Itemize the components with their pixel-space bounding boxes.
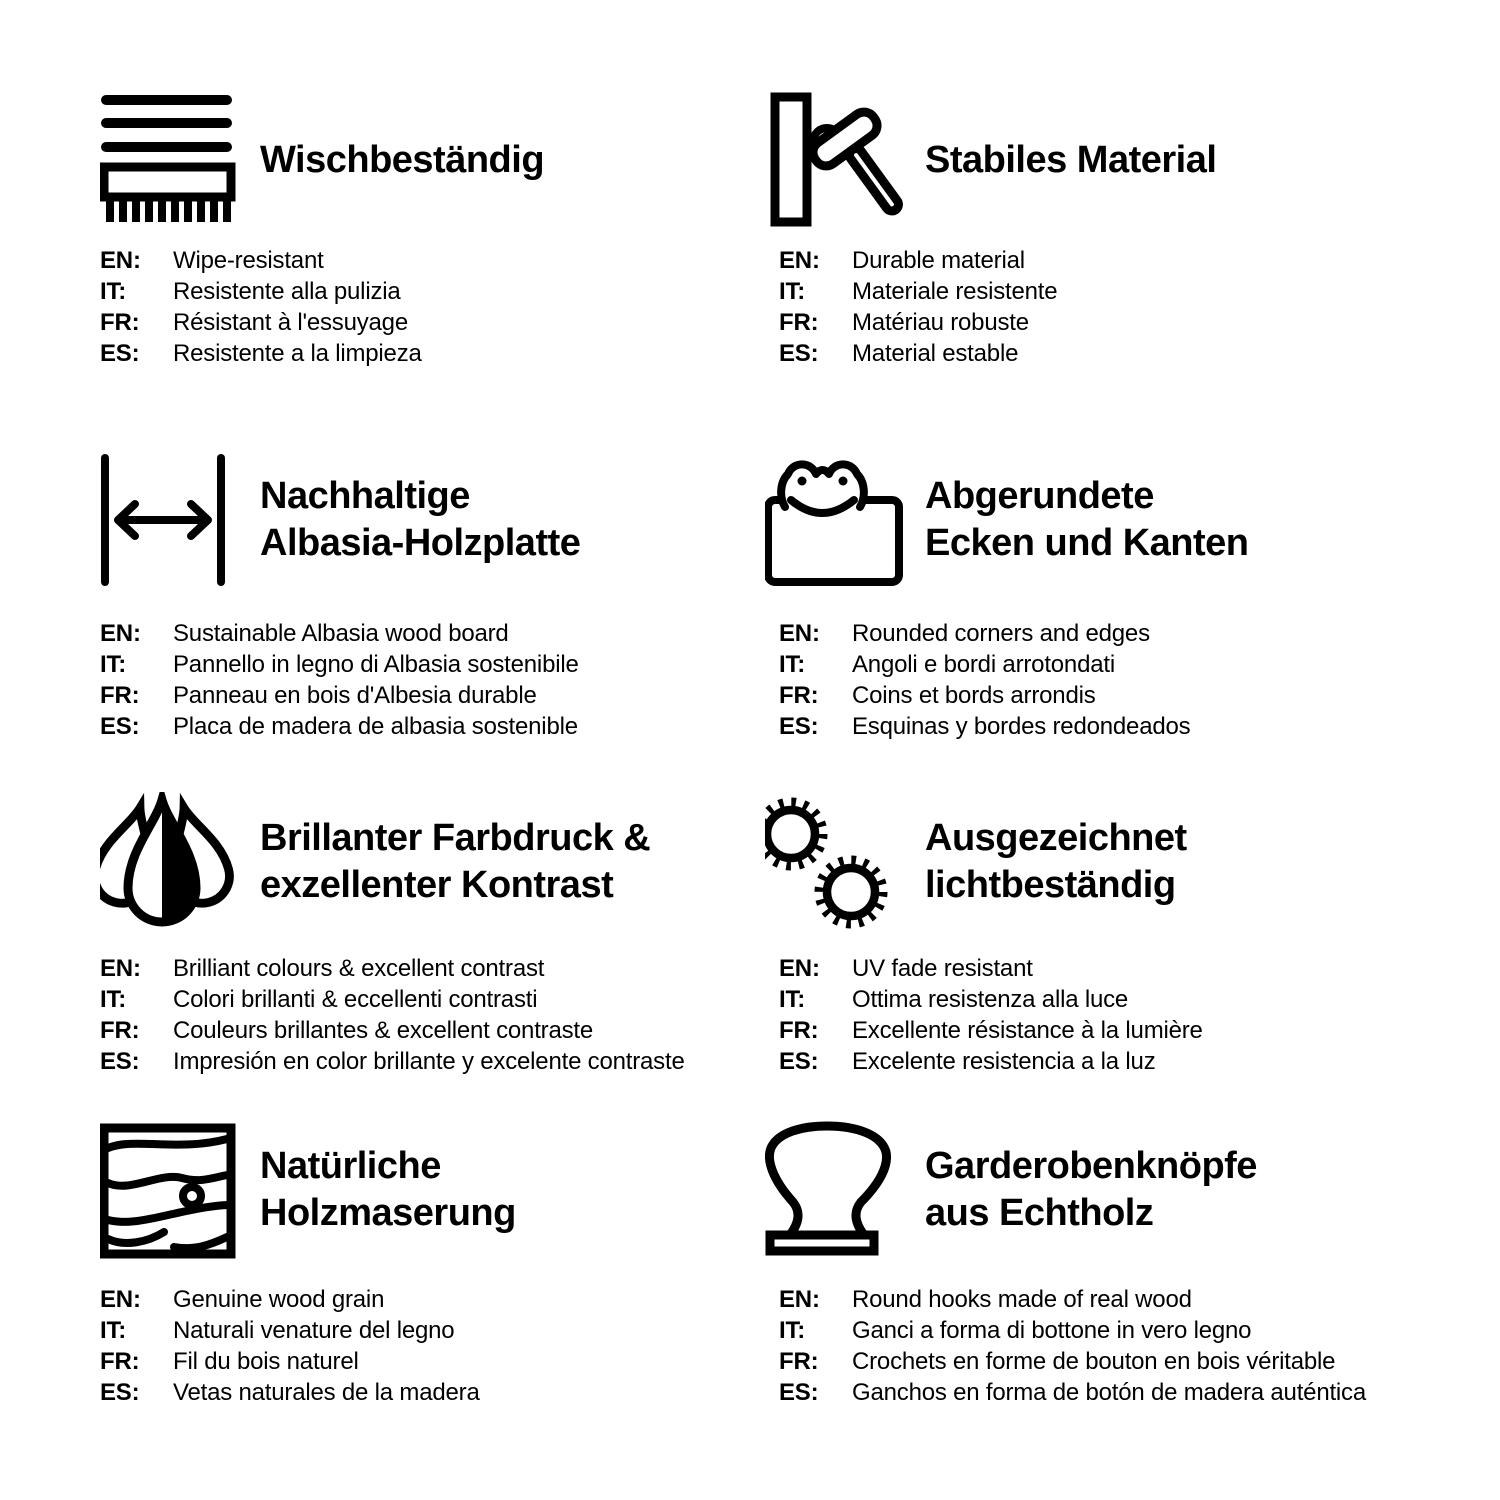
translation-text: Material estable xyxy=(852,340,1019,367)
translation-text: Fil du bois naturel xyxy=(173,1348,359,1375)
title-line: Ausgezeichnet xyxy=(925,817,1187,859)
translation-row xyxy=(779,1015,1445,1046)
translation-row xyxy=(779,649,1445,680)
translation-list xyxy=(765,618,1445,742)
translation-text: Ganci a forma di bottone in vero legno xyxy=(852,1317,1252,1344)
feature-block-brilliant-print xyxy=(100,792,780,1077)
title-line: Garderobenknöpfe xyxy=(925,1145,1257,1187)
translation-list xyxy=(765,953,1445,1077)
translation-text: Matériau robuste xyxy=(852,309,1029,336)
translation-row xyxy=(100,618,780,649)
lang-label: FR: xyxy=(779,1348,819,1375)
lang-label: IT: xyxy=(100,651,127,678)
title-line: Ecken und Kanten xyxy=(925,522,1249,564)
feature-title xyxy=(925,473,1249,567)
translation-text: Pannello in legno di Albasia sostenibile xyxy=(173,651,579,678)
feature-block-durable-material xyxy=(765,90,1445,369)
translation-text: Esquinas y bordes redondeados xyxy=(852,713,1191,740)
translation-text: Sustainable Albasia wood board xyxy=(173,620,509,647)
translation-text: Round hooks made of real wood xyxy=(852,1286,1192,1313)
lang-label: IT: xyxy=(779,1317,806,1344)
feature-block-light-resistant xyxy=(765,792,1445,1077)
translation-text: Ottima resistenza alla luce xyxy=(852,986,1129,1013)
feature-title xyxy=(925,815,1187,909)
translation-list xyxy=(765,245,1445,369)
title-line: aus Echtholz xyxy=(925,1192,1154,1234)
feature-block-wood-grain xyxy=(100,1120,780,1408)
feature-block-wooden-knobs xyxy=(765,1120,1445,1408)
title-line: Natürliche xyxy=(260,1145,441,1187)
translation-row xyxy=(100,1284,780,1315)
translation-row xyxy=(779,953,1445,984)
translation-list xyxy=(100,953,780,1077)
lang-label: IT: xyxy=(100,278,127,305)
feature-block-rounded-corners xyxy=(765,450,1445,742)
lang-label: FR: xyxy=(779,682,819,709)
lang-label: EN: xyxy=(100,620,141,647)
translation-row xyxy=(100,1346,780,1377)
translation-row xyxy=(100,1377,780,1408)
translation-list xyxy=(100,245,780,369)
translation-row xyxy=(779,276,1445,307)
lang-label: IT: xyxy=(779,986,806,1013)
lang-label: EN: xyxy=(779,955,820,982)
lang-label: EN: xyxy=(100,1286,141,1313)
translation-text: Crochets en forme de bouton en bois véritable xyxy=(852,1348,1336,1375)
translation-text: Excelente resistencia a la luz xyxy=(852,1048,1156,1075)
hammer-board-icon xyxy=(765,90,905,230)
translation-row xyxy=(779,338,1445,369)
translation-row xyxy=(779,1346,1445,1377)
title-line: Holzmaserung xyxy=(260,1192,516,1234)
translation-row xyxy=(100,711,780,742)
translation-row xyxy=(779,307,1445,338)
translation-text: Excellente résistance à la lumière xyxy=(852,1017,1203,1044)
translation-text: Materiale resistente xyxy=(852,278,1058,305)
translation-row xyxy=(779,1046,1445,1077)
lang-label: ES: xyxy=(779,1048,819,1075)
double-sun-icon xyxy=(765,792,905,932)
lang-label: ES: xyxy=(779,713,819,740)
translation-row xyxy=(100,1015,780,1046)
translation-row xyxy=(100,984,780,1015)
translation-row xyxy=(779,984,1445,1015)
ink-drops-icon xyxy=(100,792,240,932)
translation-list xyxy=(100,618,780,742)
lang-label: EN: xyxy=(779,1286,820,1313)
lang-label: ES: xyxy=(100,1048,140,1075)
translation-row xyxy=(779,680,1445,711)
translation-text: UV fade resistant xyxy=(852,955,1033,982)
wood-grain-icon xyxy=(100,1120,240,1260)
lang-label: ES: xyxy=(779,340,819,367)
lang-label: FR: xyxy=(100,682,140,709)
wooden-knob-icon xyxy=(765,1120,905,1260)
translation-text: Impresión en color brillante y excelente contraste xyxy=(173,1048,685,1075)
translation-row xyxy=(100,1315,780,1346)
title-line: Wischbeständig xyxy=(260,138,545,181)
translation-row xyxy=(779,1315,1445,1346)
translation-row xyxy=(779,1377,1445,1408)
title-line: exzellenter Kontrast xyxy=(260,864,614,906)
scrub-brush-icon xyxy=(100,90,240,230)
width-arrow-icon xyxy=(100,450,240,590)
lang-label: EN: xyxy=(779,620,820,647)
lang-label: FR: xyxy=(100,309,140,336)
translation-text: Wipe-resistant xyxy=(173,247,324,274)
translation-text: Placa de madera de albasia sostenible xyxy=(173,713,578,740)
title-line: Nachhaltige xyxy=(260,475,470,517)
title-line: Albasia-Holzplatte xyxy=(260,522,581,564)
lang-label: ES: xyxy=(100,340,140,367)
translation-text: Resistente alla pulizia xyxy=(173,278,401,305)
feature-title xyxy=(260,473,580,567)
lang-label: EN: xyxy=(100,955,141,982)
translation-text: Genuine wood grain xyxy=(173,1286,385,1313)
lang-label: IT: xyxy=(779,651,806,678)
title-line: Abgerundete xyxy=(925,475,1154,517)
lang-label: FR: xyxy=(100,1017,140,1044)
translation-row xyxy=(779,618,1445,649)
lang-label: IT: xyxy=(100,1317,127,1344)
translation-list xyxy=(765,1284,1445,1408)
lang-label: EN: xyxy=(779,247,820,274)
translation-row xyxy=(100,1046,780,1077)
lang-label: IT: xyxy=(779,278,806,305)
lang-label: IT: xyxy=(100,986,127,1013)
translation-text: Panneau en bois d'Albesia durable xyxy=(173,682,537,709)
feature-title xyxy=(925,137,1216,184)
translation-row xyxy=(100,338,780,369)
translation-row xyxy=(779,245,1445,276)
feature-block-albasia-board xyxy=(100,450,780,742)
translation-text: Naturali venature del legno xyxy=(173,1317,455,1344)
feature-title xyxy=(260,815,650,909)
translation-row xyxy=(779,1284,1445,1315)
feature-title xyxy=(925,1143,1257,1237)
title-line: lichtbeständig xyxy=(925,864,1176,906)
translation-text: Angoli e bordi arrotondati xyxy=(852,651,1115,678)
translation-text: Brilliant colours & excellent contrast xyxy=(173,955,545,982)
translation-row xyxy=(100,276,780,307)
feature-block-wipe-resistant xyxy=(100,90,780,369)
translation-text: Coins et bords arrondis xyxy=(852,682,1096,709)
translation-text: Ganchos en forma de botón de madera auténtica xyxy=(852,1379,1367,1406)
translation-text: Couleurs brillantes & excellent contraste xyxy=(173,1017,594,1044)
lang-label: FR: xyxy=(779,1017,819,1044)
lang-label: ES: xyxy=(100,713,140,740)
translation-text: Vetas naturales de la madera xyxy=(173,1379,480,1406)
translation-text: Resistente a la limpieza xyxy=(173,340,422,367)
frog-rounded-board-icon xyxy=(765,450,905,590)
feature-title xyxy=(260,137,544,184)
translation-row xyxy=(100,680,780,711)
translation-text: Résistant à l'essuyage xyxy=(173,309,408,336)
translation-list xyxy=(100,1284,780,1408)
translation-row xyxy=(100,245,780,276)
translation-text: Colori brillanti & eccellenti contrasti xyxy=(173,986,538,1013)
lang-label: ES: xyxy=(100,1379,140,1406)
translation-text: Rounded corners and edges xyxy=(852,620,1150,647)
translation-row xyxy=(100,953,780,984)
translation-row xyxy=(100,307,780,338)
translation-row xyxy=(100,649,780,680)
lang-label: FR: xyxy=(779,309,819,336)
translation-text: Durable material xyxy=(852,247,1025,274)
feature-title xyxy=(260,1143,516,1237)
lang-label: EN: xyxy=(100,247,141,274)
title-line: Brillanter Farbdruck & xyxy=(260,817,651,859)
lang-label: ES: xyxy=(779,1379,819,1406)
lang-label: FR: xyxy=(100,1348,140,1375)
translation-row xyxy=(779,711,1445,742)
title-line: Stabiles Material xyxy=(925,138,1217,181)
